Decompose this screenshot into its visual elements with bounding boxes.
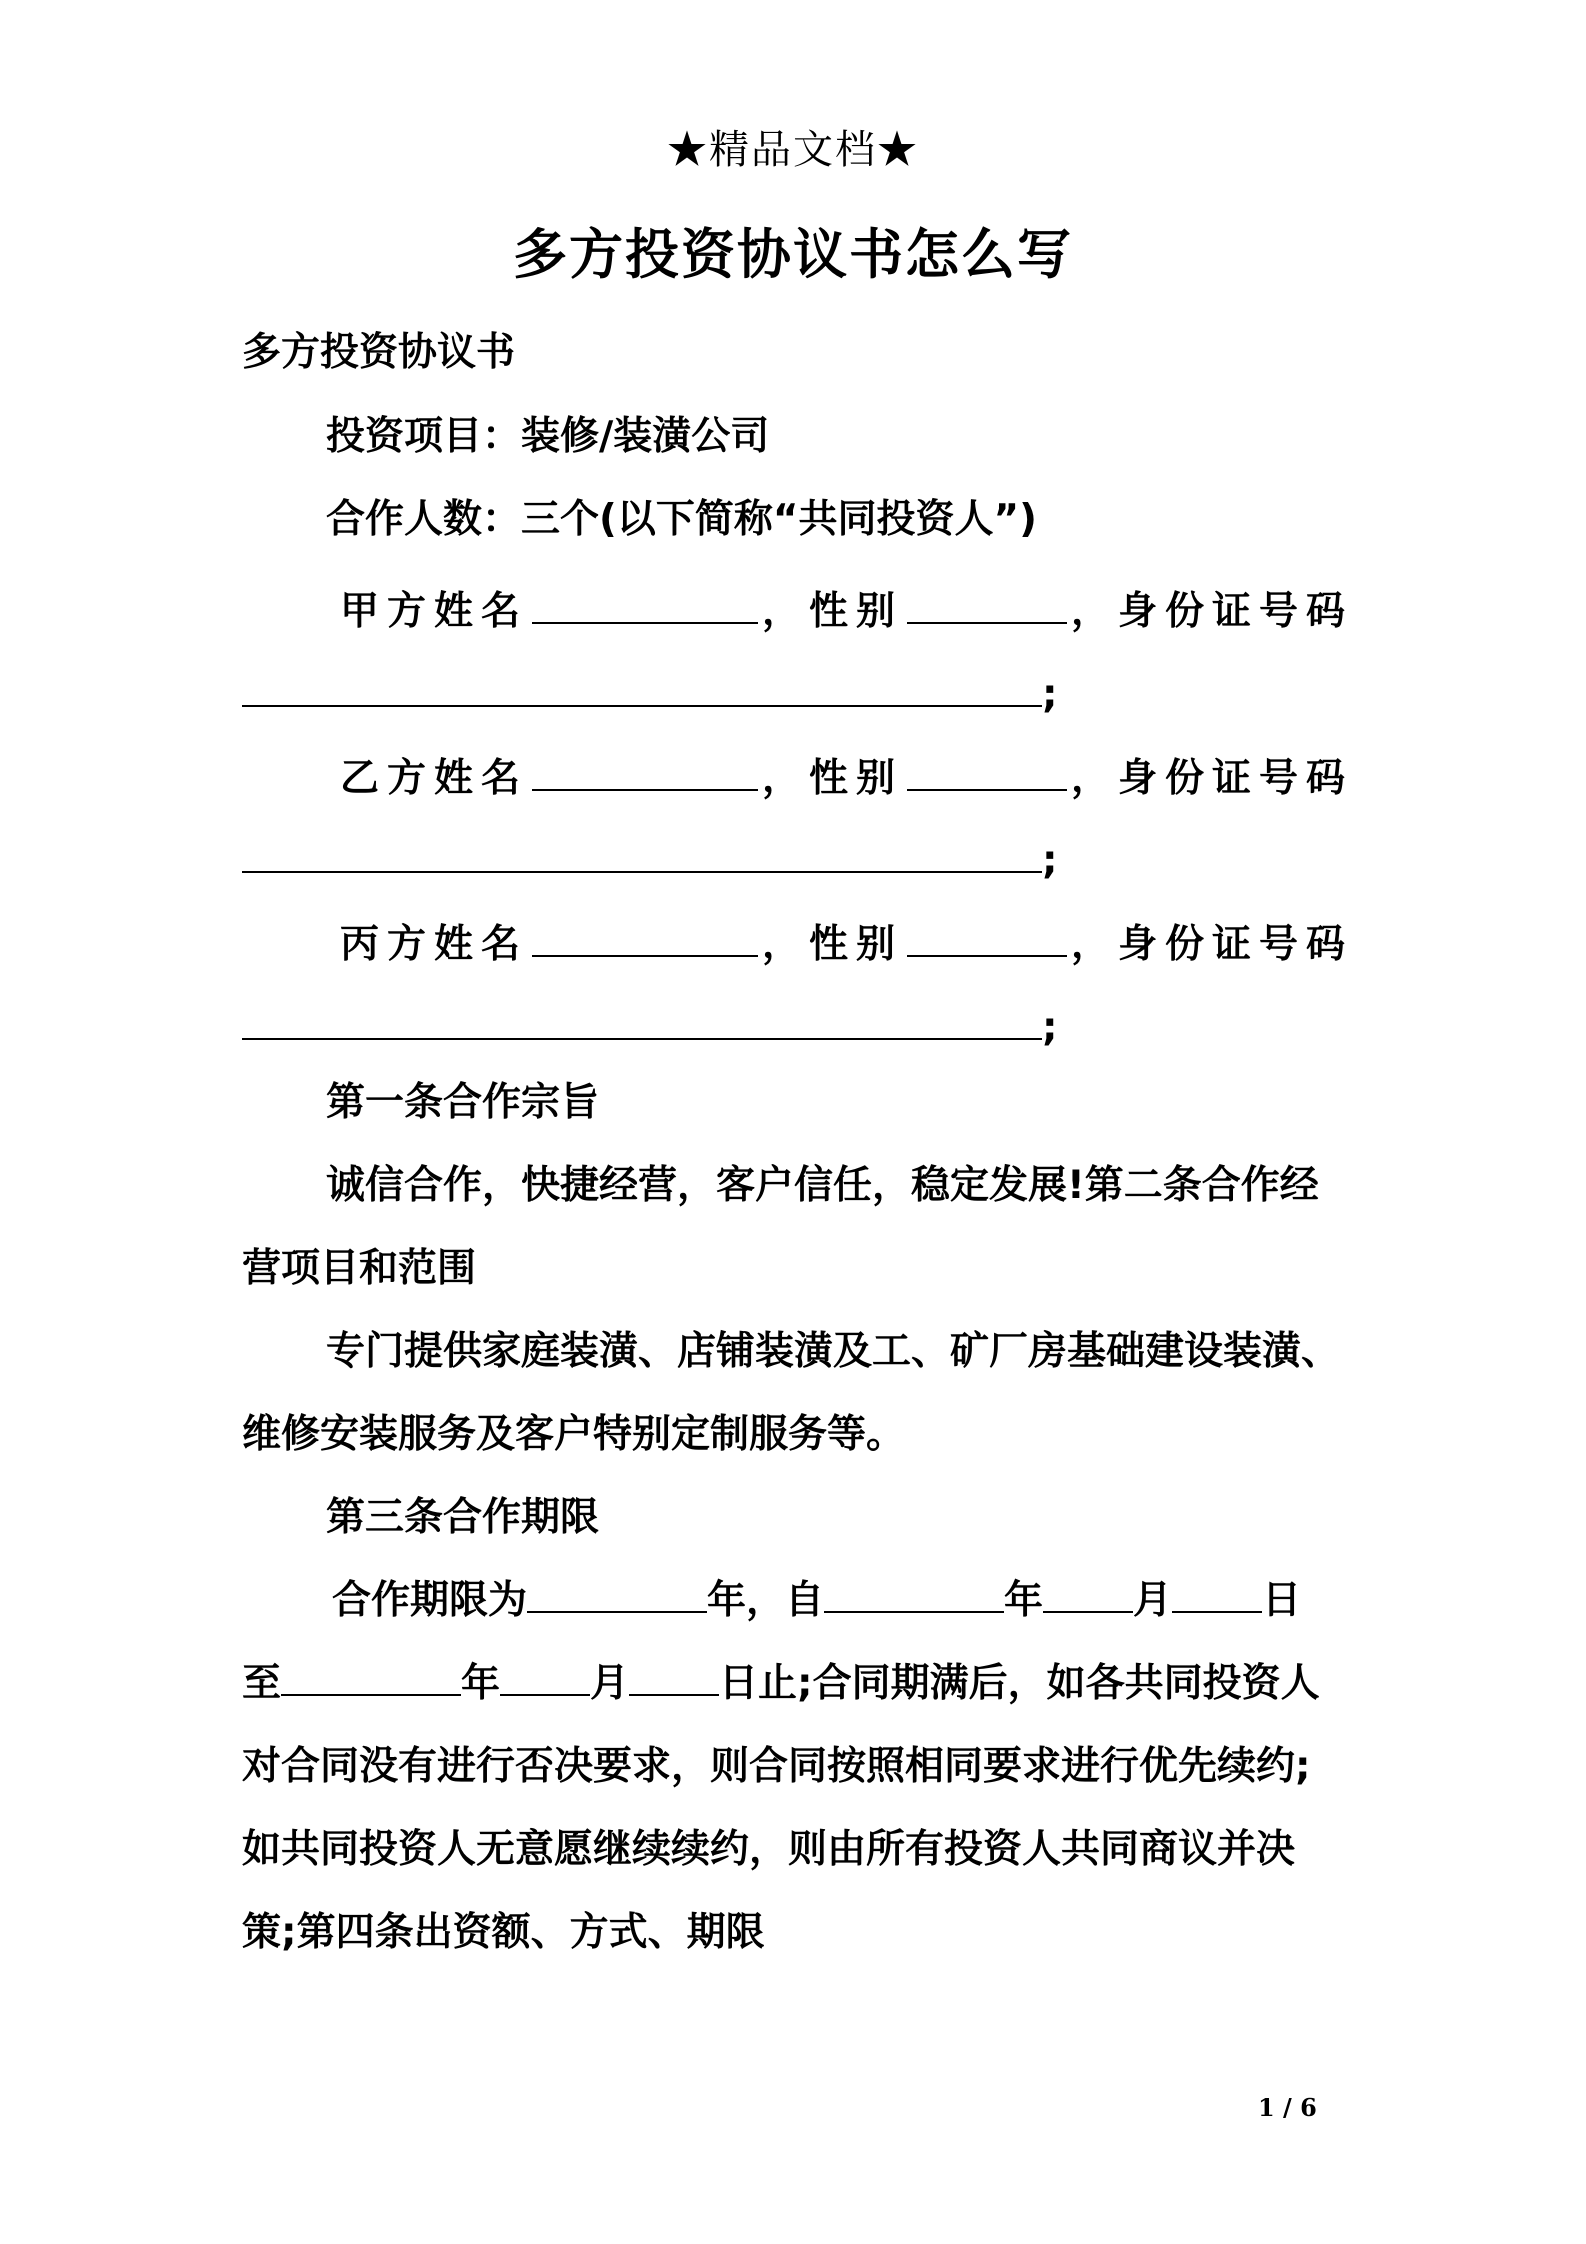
end-day-text: 日止;合同期满后，如各共同投资人 xyxy=(719,1661,1320,1706)
term-years-blank xyxy=(527,1610,707,1613)
party-c-id-blank xyxy=(242,1037,1042,1040)
partner-count: 合作人数：三个(以下简称“共同投资人”) xyxy=(326,497,1037,542)
start-month-blank xyxy=(1043,1610,1133,1613)
party-a-name-blank xyxy=(532,621,758,624)
term-from-label: 年，自 xyxy=(707,1578,825,1623)
term-line-1 xyxy=(332,1578,1368,1625)
end-day-blank xyxy=(629,1693,719,1696)
term-to-label: 至 xyxy=(242,1661,282,1706)
end-year-blank xyxy=(281,1693,461,1696)
start-day-label: 日 xyxy=(1262,1578,1302,1623)
scope-text-line-2: 维修安装服务及客户特别定制服务等。 xyxy=(242,1412,906,1457)
page-title: 多方投资协议书怎么写 xyxy=(513,223,1073,286)
party-c-line-end: ; xyxy=(1042,1005,1058,1050)
start-day-blank xyxy=(1172,1610,1262,1613)
scope-text-line-1: 专门提供家庭装潢、店铺装潢及工、矿厂房基础建设装潢、 xyxy=(326,1329,1341,1374)
end-month-blank xyxy=(500,1693,590,1696)
party-b-line xyxy=(340,747,1362,803)
party-a-id-label: ，身份证号码 xyxy=(1071,589,1354,634)
term-period-label: 合作期限为 xyxy=(332,1578,528,1623)
party-b-line-end: ; xyxy=(1042,838,1058,883)
end-year-label: 年 xyxy=(461,1661,501,1706)
party-a-gender-blank xyxy=(907,621,1067,624)
party-c-id-line xyxy=(242,1005,1058,1050)
party-c-name-label: 丙方姓名 xyxy=(340,922,529,967)
party-a-gender-label: ，性别 xyxy=(762,589,904,634)
end-month-label: 月 xyxy=(590,1661,630,1706)
party-c-id-label: ，身份证号码 xyxy=(1071,922,1354,967)
term-line-3: 对合同没有进行否决要求，则合同按照相同要求进行优先续约; xyxy=(242,1744,1311,1789)
party-b-id-line xyxy=(242,838,1058,883)
article-1-title: 第一条合作宗旨 xyxy=(326,1080,600,1125)
party-a-line xyxy=(340,580,1362,636)
party-c-gender-label: ，性别 xyxy=(762,922,904,967)
party-b-gender-label: ，性别 xyxy=(762,756,904,801)
term-line-5: 策;第四条出资额、方式、期限 xyxy=(242,1910,765,1955)
agreement-subtitle: 多方投资协议书 xyxy=(242,330,516,375)
party-b-name-blank xyxy=(532,788,758,791)
article-1-text-line-2: 营项目和范围 xyxy=(242,1246,477,1291)
party-c-gender-blank xyxy=(907,954,1067,957)
article-3-title: 第三条合作期限 xyxy=(326,1495,600,1540)
term-line-2 xyxy=(242,1661,1362,1708)
party-b-gender-blank xyxy=(907,788,1067,791)
party-c-line xyxy=(340,913,1362,969)
start-year-blank xyxy=(824,1610,1004,1613)
article-1-text-line-1: 诚信合作，快捷经营，客户信任，稳定发展!第二条合作经 xyxy=(326,1163,1319,1208)
party-a-line-end: ; xyxy=(1042,672,1058,717)
party-b-id-blank xyxy=(242,870,1042,873)
party-a-id-line xyxy=(242,672,1058,717)
term-line-4: 如共同投资人无意愿继续续约，则由所有投资人共同商议并决 xyxy=(242,1827,1296,1872)
start-year-label: 年 xyxy=(1004,1578,1044,1623)
party-c-name-blank xyxy=(532,954,758,957)
start-month-label: 月 xyxy=(1133,1578,1173,1623)
page-number: 1 / 6 xyxy=(1258,2093,1317,2122)
party-a-id-blank xyxy=(242,704,1042,707)
party-b-name-label: 乙方姓名 xyxy=(340,756,529,801)
investment-project: 投资项目：装修/装潢公司 xyxy=(326,414,770,459)
party-a-name-label: 甲方姓名 xyxy=(340,589,529,634)
watermark-banner: ★精品文档★ xyxy=(667,127,919,173)
party-b-id-label: ，身份证号码 xyxy=(1071,756,1354,801)
